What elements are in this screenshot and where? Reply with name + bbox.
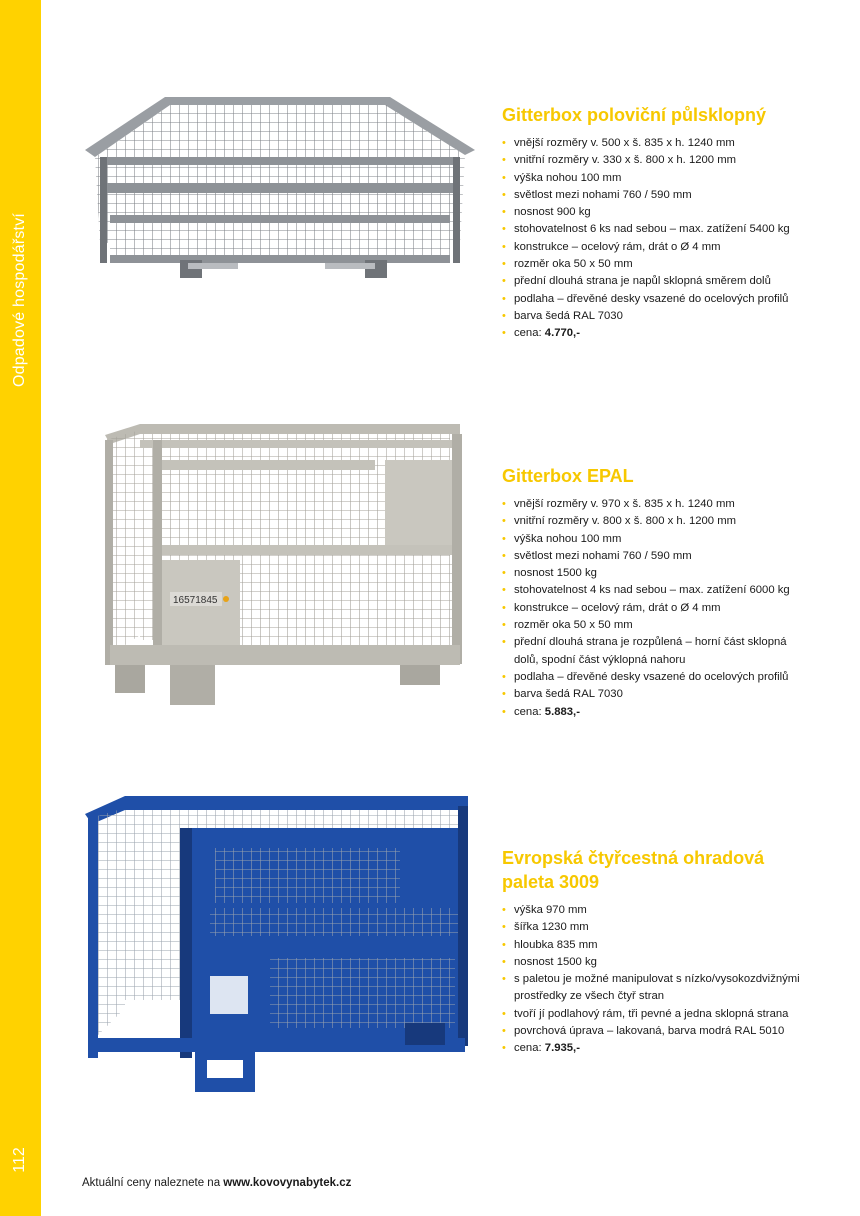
spec-item: • šířka 1230 mm bbox=[502, 919, 812, 936]
spec-item: • nosnost 900 kg bbox=[502, 204, 812, 221]
price-value: 7.935,- bbox=[544, 1042, 580, 1055]
sidebar-strip bbox=[0, 0, 41, 1216]
price-value: 4.770,- bbox=[544, 327, 580, 340]
spec-item: • vnější rozměry v. 500 x š. 835 x h. 1240 mm bbox=[502, 135, 812, 152]
spec-list bbox=[502, 902, 812, 1058]
spec-item: • barva šedá RAL 7030 bbox=[502, 686, 812, 703]
spec-item: • výška 970 mm bbox=[502, 902, 812, 919]
spec-item: • konstrukce – ocelový rám, drát o Ø 4 mm bbox=[502, 239, 812, 256]
spec-item: • barva šedá RAL 7030 bbox=[502, 308, 812, 325]
euro-pallet-3009-image bbox=[80, 788, 480, 1100]
page-number: 112 bbox=[11, 1147, 28, 1173]
price-label: cena: bbox=[514, 327, 545, 340]
spec-item: • s paletou je možné manipulovat s nízko/vysokozdvižnými prostředky ze všech čtyř stran bbox=[502, 971, 812, 1006]
footer-text: Aktuální ceny naleznete na bbox=[82, 1177, 224, 1189]
price-item bbox=[502, 325, 812, 342]
price-value: 5.883,- bbox=[544, 705, 580, 718]
spec-item: • stohovatelnost 4 ks nad sebou – max. zatížení 6000 kg bbox=[502, 582, 812, 599]
spec-item: • nosnost 1500 kg bbox=[502, 565, 812, 582]
spec-item: • vnitřní rozměry v. 800 x š. 800 x h. 1200 mm bbox=[502, 513, 812, 530]
spec-item: • nosnost 1500 kg bbox=[502, 954, 812, 971]
product-title: Evropská čtyřcestná ohradová paleta 3009 bbox=[502, 848, 765, 892]
spec-item: • konstrukce – ocelový rám, drát o Ø 4 mm bbox=[502, 600, 812, 617]
spec-item: • vnější rozměry v. 970 x š. 835 x h. 1240 mm bbox=[502, 496, 812, 513]
plate-number: 16571845 bbox=[173, 595, 218, 606]
spec-item: • světlost mezi nohami 760 / 590 mm bbox=[502, 548, 812, 565]
price-label: cena: bbox=[514, 705, 545, 718]
spec-item: • podlaha – dřevěné desky vsazené do ocelových profilů bbox=[502, 669, 812, 686]
spec-item: • stohovatelnost 6 ks nad sebou – max. zatížení 5400 kg bbox=[502, 221, 812, 238]
product-title: Gitterbox EPAL bbox=[502, 466, 634, 486]
footer bbox=[82, 1177, 351, 1189]
spec-item: • rozměr oka 50 x 50 mm bbox=[502, 256, 812, 273]
spec-item: • tvoří jí podlahový rám, tři pevné a jedna sklopná strana bbox=[502, 1006, 812, 1023]
section-title: Odpadové hospodářství bbox=[11, 212, 28, 388]
spec-item: • výška nohou 100 mm bbox=[502, 531, 812, 548]
spec-list bbox=[502, 135, 812, 343]
product-title: Gitterbox poloviční půlsklopný bbox=[502, 105, 767, 125]
spec-item: • přední dlouhá strana je napůl sklopná směrem dolů bbox=[502, 273, 812, 290]
spec-item: • hloubka 835 mm bbox=[502, 937, 812, 954]
price-label: cena: bbox=[514, 1042, 545, 1055]
price-item bbox=[502, 1040, 812, 1057]
spec-item: • světlost mezi nohami 760 / 590 mm bbox=[502, 187, 812, 204]
spec-item: • přední dlouhá strana je rozpůlená – horní část sklopná dolů, spodní část výklopná nahoru bbox=[502, 634, 812, 669]
spec-item: • povrchová úprava – lakovaná, barva modrá RAL 5010 bbox=[502, 1023, 812, 1040]
spec-item: • vnitřní rozměry v. 330 x š. 800 x h. 1200 mm bbox=[502, 152, 812, 169]
spec-item: • podlaha – dřevěné desky vsazené do ocelových profilů bbox=[502, 291, 812, 308]
footer-link[interactable]: www.kovovynabytek.cz bbox=[223, 1177, 352, 1189]
spec-list bbox=[502, 496, 812, 721]
price-item bbox=[502, 704, 812, 721]
gitterbox-half-image bbox=[80, 95, 480, 280]
gitterbox-epal-image bbox=[80, 420, 480, 710]
spec-item: • rozměr oka 50 x 50 mm bbox=[502, 617, 812, 634]
spec-item: • výška nohou 100 mm bbox=[502, 170, 812, 187]
